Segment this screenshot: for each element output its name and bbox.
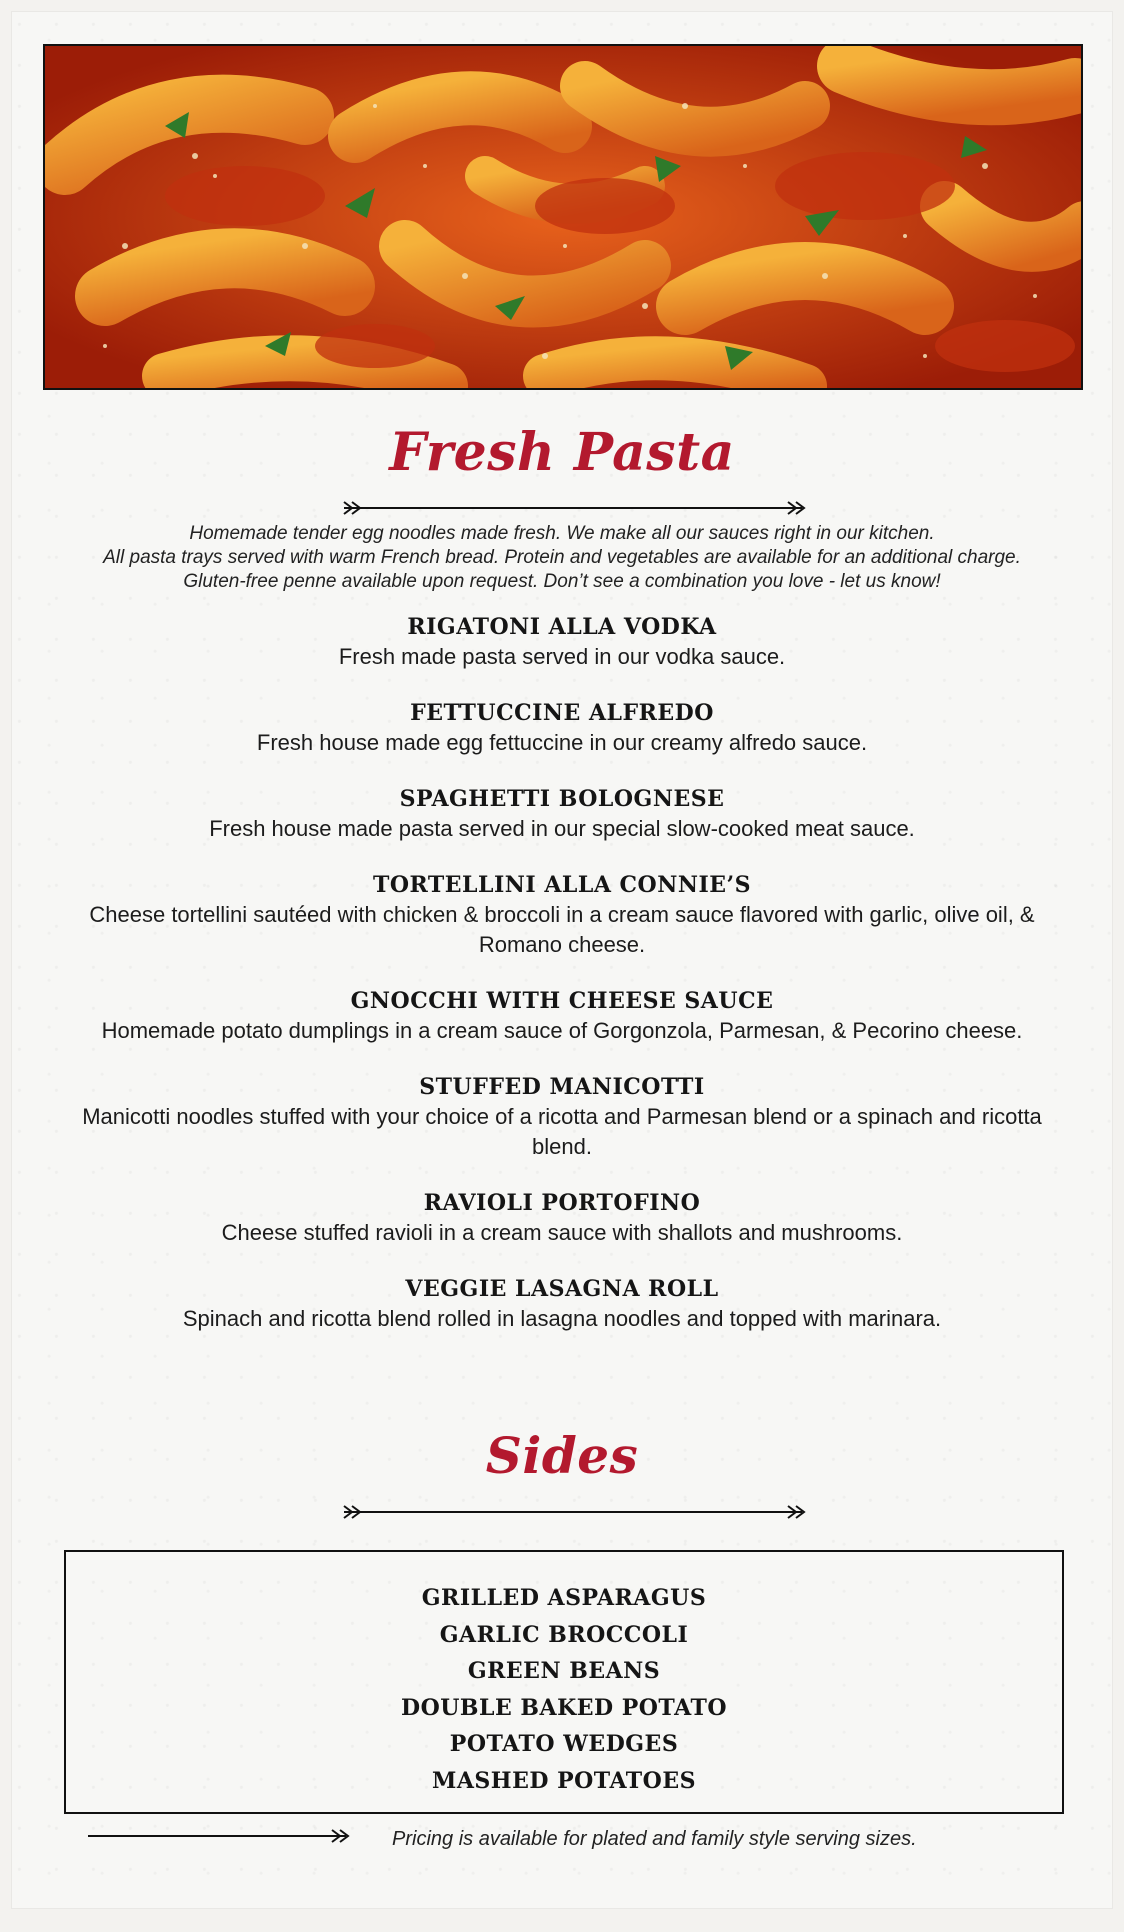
side-item: POTATO WEDGES (449, 1731, 679, 1757)
menu-item (72, 612, 1052, 672)
menu-item-name: SPAGHETTI BOLOGNESE (399, 786, 725, 812)
side-item: GARLIC BROCCOLI (439, 1621, 689, 1648)
arrow-divider-icon (342, 1504, 806, 1520)
side-item: GREEN BEANS (467, 1658, 661, 1684)
menu-item (72, 986, 1052, 1046)
section-title-fresh-pasta: Fresh Pasta (389, 422, 735, 483)
side-item: MASHED POTATOES (431, 1767, 697, 1794)
menu-item-name: FETTUCCINE ALFREDO (410, 700, 714, 726)
intro-line: Homemade tender egg noodles made fresh. We make all our sauces right in our kitchen. (189, 523, 935, 544)
pasta-intro (12, 522, 1112, 594)
menu-item (72, 698, 1052, 758)
menu-item (72, 1274, 1052, 1334)
menu-item-description: Fresh house made pasta served in our special slow-cooked meat sauce. (209, 816, 915, 841)
intro-line: All pasta trays served with warm French bread. Protein and vegetables are available for an additional charge. (103, 547, 1021, 568)
menu-item (72, 1188, 1052, 1248)
sides-list-box (64, 1550, 1064, 1814)
pasta-hero-image (43, 44, 1083, 390)
pasta-menu-list (72, 612, 1052, 1360)
menu-page (12, 12, 1112, 1908)
menu-item-description: Spinach and ricotta blend rolled in lasagna noodles and topped with marinara. (182, 1306, 942, 1331)
menu-item-name: STUFFED MANICOTTI (419, 1074, 705, 1100)
menu-item-description: Fresh house made egg fettuccine in our creamy alfredo sauce. (256, 730, 868, 755)
menu-item-description: Cheese stuffed ravioli in a cream sauce with shallots and mushrooms. (221, 1220, 903, 1245)
menu-item-description: Homemade potato dumplings in a cream sauce of Gorgonzola, Parmesan, & Pecorino cheese. (101, 1018, 1023, 1043)
side-item: GRILLED ASPARAGUS (421, 1585, 707, 1611)
menu-item-description: Cheese tortellini sautéed with chicken & broccoli in a cream sauce flavored with garlic, olive oil, & Romano cheese. (89, 902, 1035, 957)
pricing-note: Pricing is available for plated and family style serving sizes. (392, 1828, 917, 1850)
arrow-divider-icon (342, 500, 806, 516)
menu-item-name: TORTELLINI ALLA CONNIE’S (372, 872, 752, 898)
menu-item-description: Manicotti noodles stuffed with your choice of a ricotta and Parmesan blend or a spinach and ricotta blend. (82, 1104, 1042, 1159)
section-title-sides: Sides (485, 1426, 639, 1485)
menu-item (72, 1072, 1052, 1162)
intro-line: Gluten-free penne available upon request. Don’t see a combination you love - let us know! (183, 571, 941, 592)
menu-item-name: RAVIOLI PORTOFINO (423, 1190, 701, 1216)
menu-item-name: RIGATONI ALLA VODKA (407, 614, 717, 640)
arrow-right-icon (88, 1828, 350, 1844)
menu-item-description: Fresh made pasta served in our vodka sauce. (338, 644, 786, 669)
menu-item (72, 784, 1052, 844)
menu-item-name: VEGGIE LASAGNA ROLL (405, 1276, 719, 1302)
side-item: DOUBLE BAKED POTATO (401, 1694, 727, 1721)
menu-item-name: GNOCCHI WITH CHEESE SAUCE (350, 988, 774, 1014)
menu-item (72, 870, 1052, 960)
